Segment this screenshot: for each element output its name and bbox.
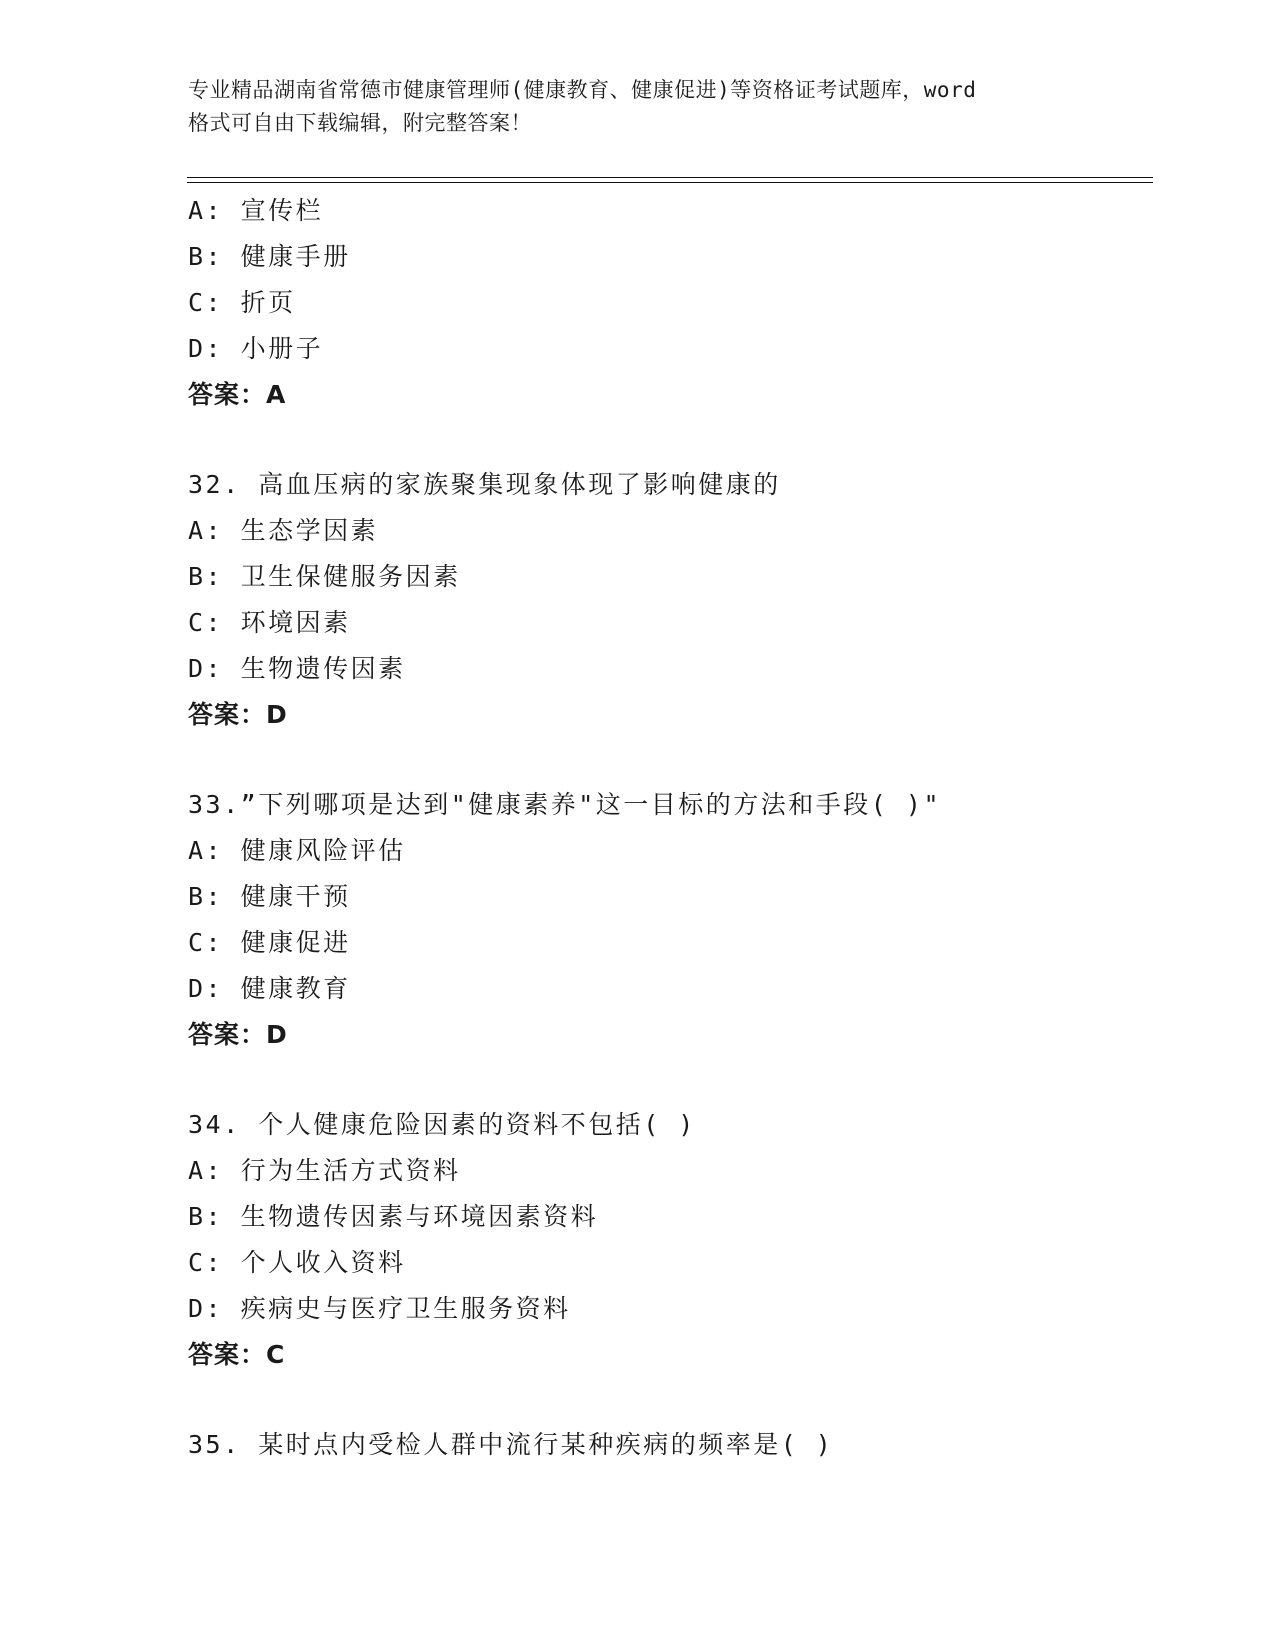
answer-line: 答案：D: [188, 700, 288, 729]
header-line-1: 专业精品湖南省常德市健康管理师(健康教育、健康促进)等资格证考试题库，word: [188, 78, 977, 102]
answer-line: 答案：C: [188, 1340, 286, 1369]
option-d: D: 生物遗传因素: [188, 654, 406, 683]
option-a: A: 健康风险评估: [188, 836, 406, 865]
option-a: A: 行为生活方式资料: [188, 1156, 461, 1185]
block-spacer: [188, 1378, 1148, 1422]
option-b: B: 卫生保健服务因素: [188, 562, 461, 591]
option-d: D: 健康教育: [188, 974, 351, 1003]
question-block: [188, 188, 1148, 418]
option-b: B: 生物遗传因素与环境因素资料: [188, 1202, 599, 1231]
option-c: C: 折页: [188, 288, 296, 317]
header-divider-top: [187, 177, 1153, 178]
block-spacer: [188, 418, 1148, 462]
header-line-2: 格式可自由下载编辑，附完整答案！: [188, 111, 532, 135]
question-list: [188, 188, 1148, 1468]
option-b: B: 健康干预: [188, 882, 351, 911]
question-text: 32. 高血压病的家族聚集现象体现了影响健康的: [188, 470, 781, 499]
question-block: [188, 1422, 1148, 1468]
option-d: D: 疾病史与医疗卫生服务资料: [188, 1294, 571, 1323]
option-c: C: 个人收入资料: [188, 1248, 406, 1277]
document-header: [188, 74, 1088, 140]
answer-line: 答案：A: [188, 380, 287, 409]
question-text: 33.”下列哪项是达到"健康素养"这一目标的方法和手段( )": [188, 790, 942, 819]
question-text: 35. 某时点内受检人群中流行某种疾病的频率是( ): [188, 1430, 834, 1459]
question-block: [188, 1102, 1148, 1378]
option-c: C: 环境因素: [188, 608, 351, 637]
option-a: A: 宣传栏: [188, 196, 324, 225]
block-spacer: [188, 1058, 1148, 1102]
header-divider-bottom: [187, 182, 1153, 183]
option-b: B: 健康手册: [188, 242, 351, 271]
question-block: [188, 782, 1148, 1058]
block-spacer: [188, 738, 1148, 782]
option-d: D: 小册子: [188, 334, 324, 363]
option-c: C: 健康促进: [188, 928, 351, 957]
answer-line: 答案：D: [188, 1020, 288, 1049]
option-a: A: 生态学因素: [188, 516, 379, 545]
question-block: [188, 462, 1148, 738]
question-text: 34. 个人健康危险因素的资料不包括( ): [188, 1110, 696, 1139]
